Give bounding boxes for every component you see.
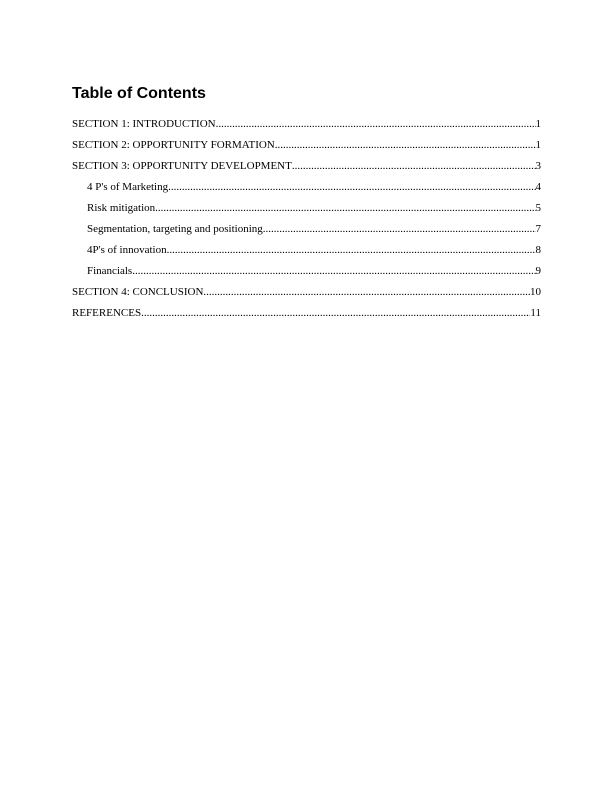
toc-dot-leader bbox=[167, 243, 536, 257]
toc-entry-introduction[interactable] bbox=[72, 117, 541, 138]
toc-page-number: 5 bbox=[535, 202, 541, 214]
toc-page-number: 9 bbox=[535, 265, 541, 277]
toc-dot-leader bbox=[203, 285, 530, 299]
toc-page-number: 1 bbox=[535, 118, 541, 130]
toc-entry-label: SECTION 4: CONCLUSION bbox=[72, 286, 204, 298]
toc-dot-leader bbox=[132, 264, 535, 278]
toc-entry-risk-mitigation[interactable] bbox=[72, 201, 541, 222]
toc-dot-leader bbox=[141, 306, 530, 320]
toc-page-number: 4 bbox=[535, 181, 541, 193]
toc-entry-label: Segmentation, targeting and positioning bbox=[87, 223, 263, 235]
toc-page-number: 8 bbox=[535, 244, 541, 256]
toc-heading: Table of Contents bbox=[72, 85, 206, 102]
toc-entry-opportunity-formation[interactable] bbox=[72, 138, 541, 159]
toc-entry-innovation[interactable] bbox=[72, 243, 541, 264]
toc-entry-label: 4P's of innovation bbox=[87, 244, 167, 256]
toc-entry-label: REFERENCES bbox=[72, 307, 142, 319]
toc-entry-label: Risk mitigation bbox=[87, 202, 156, 214]
toc-entry-label: Financials bbox=[87, 265, 133, 277]
toc-entry-marketing[interactable] bbox=[72, 180, 541, 201]
toc-dot-leader bbox=[216, 117, 536, 131]
toc-entry-label: SECTION 1: INTRODUCTION bbox=[72, 118, 216, 130]
toc-entry-label: SECTION 3: OPPORTUNITY DEVELOPMENT bbox=[72, 160, 292, 172]
toc-entry-financials[interactable] bbox=[72, 264, 541, 285]
toc-dot-leader bbox=[292, 159, 536, 173]
toc-dot-leader bbox=[263, 222, 536, 236]
toc-dot-leader bbox=[168, 180, 535, 194]
toc-list bbox=[72, 117, 541, 327]
toc-entry-opportunity-development[interactable] bbox=[72, 159, 541, 180]
toc-page-number: 11 bbox=[530, 307, 541, 319]
toc-entry-label: 4 P's of Marketing bbox=[87, 181, 169, 193]
toc-entry-label: SECTION 2: OPPORTUNITY FORMATION bbox=[72, 139, 275, 151]
toc-page-number: 10 bbox=[530, 286, 541, 298]
toc-page-number: 7 bbox=[535, 223, 541, 235]
toc-entry-references[interactable] bbox=[72, 306, 541, 327]
toc-entry-conclusion[interactable] bbox=[72, 285, 541, 306]
toc-entry-segmentation[interactable] bbox=[72, 222, 541, 243]
toc-dot-leader bbox=[275, 138, 536, 152]
toc-page-number: 3 bbox=[535, 160, 541, 172]
toc-page-number: 1 bbox=[535, 139, 541, 151]
toc-dot-leader bbox=[155, 201, 535, 215]
